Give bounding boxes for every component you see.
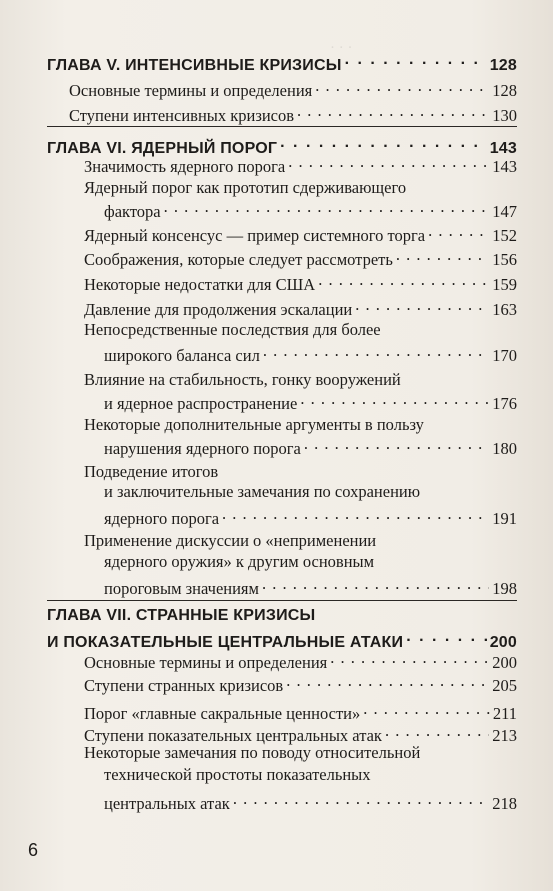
toc-entry-line: Влияние на стабильность, гонку вооружений: [84, 370, 401, 389]
toc-entry-line: Ядерный порог как прототип сдерживающего: [84, 178, 407, 197]
toc-entry: нарушения ядерного порога . . . 180: [104, 434, 517, 459]
chapter-title: ГЛАВА VI. ЯДЕРНЫЙ ПОРОГ: [47, 140, 278, 157]
chapter-title: И ПОКАЗАТЕЛЬНЫЕ ЦЕНТРАЛЬНЫЕ АТАКИ: [47, 634, 404, 651]
page-folio: 6: [28, 840, 39, 860]
toc-entry-line: Некоторые дополнительные аргументы в пользу: [84, 415, 424, 434]
toc-entry: Некоторые недостатки для США . . . 159: [84, 270, 517, 295]
toc-entry-line: Некоторые замечания по поводу относительной: [84, 743, 421, 762]
toc-entry: Основные термины и определения . . . 128: [69, 76, 517, 101]
chapter-divider: [47, 600, 517, 601]
toc-entry-line: ядерного оружия» к другим основным: [104, 552, 375, 571]
toc-entry-line: и заключительные замечания по сохранению: [104, 482, 421, 501]
toc-entry: Порог «главные сакральные ценности» . . . 211: [84, 699, 517, 724]
dot-leader: [406, 627, 486, 647]
bleed-through-text: · · ·: [330, 40, 353, 56]
dot-leader: [280, 133, 487, 153]
toc-entry: Соображения, которые следует рассмотреть . . . 156: [84, 245, 517, 270]
toc-entry: Ступени показательных центральных атак . . . 213: [84, 721, 517, 746]
toc-entry: Значимость ядерного порога . . . 143: [84, 152, 517, 177]
chapter-divider: [47, 126, 517, 127]
toc-chapter-5: [47, 50, 517, 76]
toc-entry: центральных атак . . . 218: [104, 789, 517, 814]
toc-entry: широкого баланса сил . . . 170: [104, 341, 517, 366]
toc-entry: Основные термины и определения . . . 200: [84, 648, 517, 673]
dot-leader: [345, 50, 487, 70]
toc-entry: и ядерное распространение . . . 176: [104, 389, 517, 414]
page-number: 200: [489, 634, 517, 651]
toc-entry: пороговым значениям . . . 198: [104, 574, 517, 599]
toc-entry-line: Непосредственные последствия для более: [84, 320, 381, 339]
toc-chapter-7-title: ГЛАВА VII. СТРАННЫЕ КРИЗИСЫ: [47, 607, 316, 624]
toc-entry-line: Применение дискуссии о «неприменении: [84, 531, 377, 550]
toc-entry: Ядерный консенсус — пример системного торга . . . 152: [84, 221, 517, 246]
toc-entry: Давление для продолжения эскалации . . . 163: [84, 295, 517, 320]
page-number: 143: [489, 140, 517, 157]
toc-entry: Ступени интенсивных кризисов . . . 130: [69, 101, 517, 126]
page-number: 128: [489, 57, 517, 74]
toc-entry: фактора . . . 147: [104, 197, 517, 222]
chapter-title: ГЛАВА V. ИНТЕНСИВНЫЕ КРИЗИСЫ: [47, 57, 342, 74]
toc-entry: Ступени странных кризисов . . . 205: [84, 671, 517, 696]
toc-entry: ядерного порога . . . 191: [104, 504, 517, 529]
toc-entry-line: технической простоты показательных: [104, 765, 371, 784]
toc-entry-line: Подведение итогов: [84, 462, 219, 481]
